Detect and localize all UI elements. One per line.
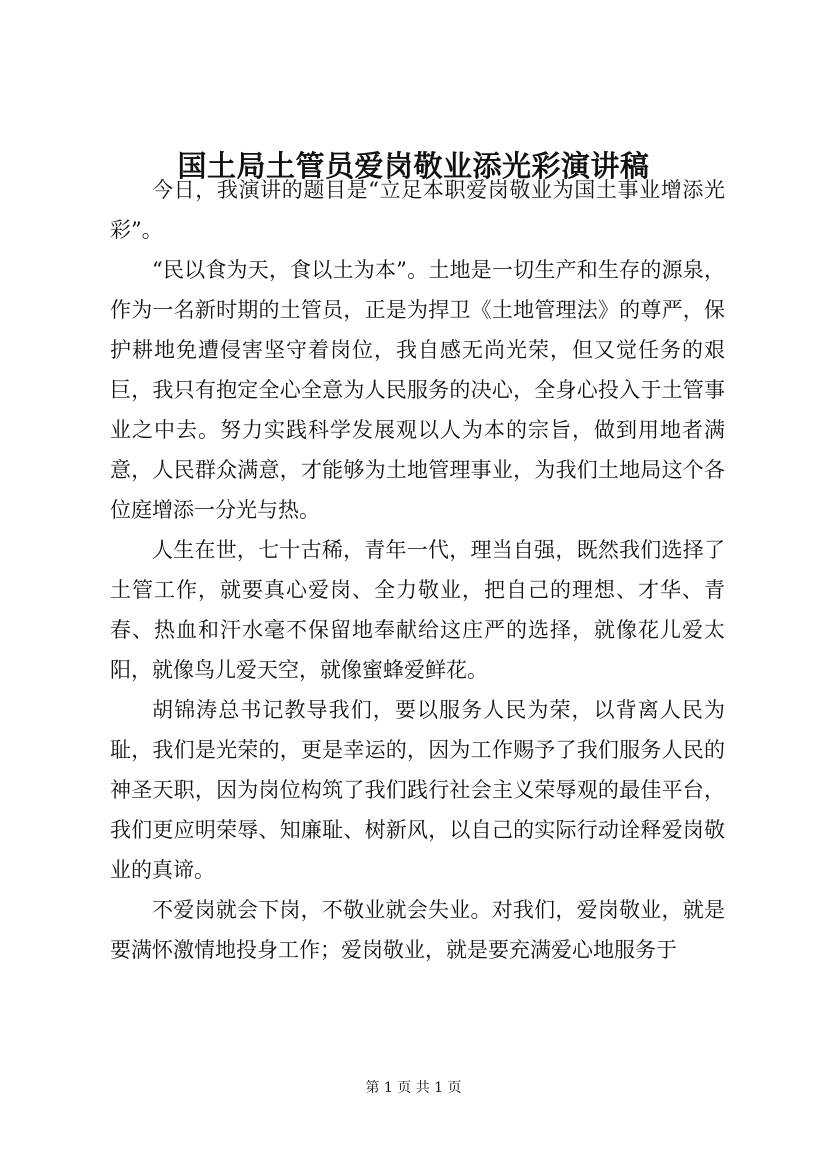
paragraph-1: 今日，我演讲的题目是“立足本职爱岗敬业为国土事业增添光彩”。 (110, 178, 725, 242)
page-footer: 第 1 页 共 1 页 (365, 1080, 462, 1096)
document-body (110, 170, 725, 970)
paragraph-4: 胡锦涛总书记教导我们，要以服务人民为荣，以背离人民为耻，我们是光荣的，更是幸运的，因为工作赐予了我们服务人民的神圣天职，因为岗位构筑了我们践行社会主义荣辱观的最佳平台，我们更应明荣辱、知廉耻、树新风，以自己的实际行动诠释爱岗敬业的真谛。 (110, 698, 725, 882)
paragraph-5: 不爱岗就会下岗，不敬业就会失业。对我们，爱岗敬业，就是要满怀激情地投身工作；爱岗敬业，就是要充满爱心地服务于 (110, 898, 725, 962)
paragraph-2: “民以食为天，食以土为本”。土地是一切生产和生存的源泉，作为一名新时期的土管员，正是为捍卫《土地管理法》的尊严，保护耕地免遭侵害坚守着岗位，我自感无尚光荣，但又觉任务的艰巨，我只有抱定全心全意为人民服务的决心，全身心投入于土管事业之中去。努力实践科学发展观以人为本的宗旨，做到用地者满意，人民群众满意，才能够为土地管理事业，为我们土地局这个各位庭增添一分光与热。 (110, 258, 725, 522)
paragraph-3: 人生在世，七十古稀，青年一代，理当自强，既然我们选择了土管工作，就要真心爱岗、全力敬业，把自己的理想、才华、青春、热血和汗水毫不保留地奉献给这庄严的选择，就像花儿爱太阳，就像鸟儿爱天空，就像蜜蜂爱鲜花。 (110, 538, 725, 682)
document-title: 国土局土管员爱岗敬业添光彩演讲稿 (177, 149, 650, 183)
